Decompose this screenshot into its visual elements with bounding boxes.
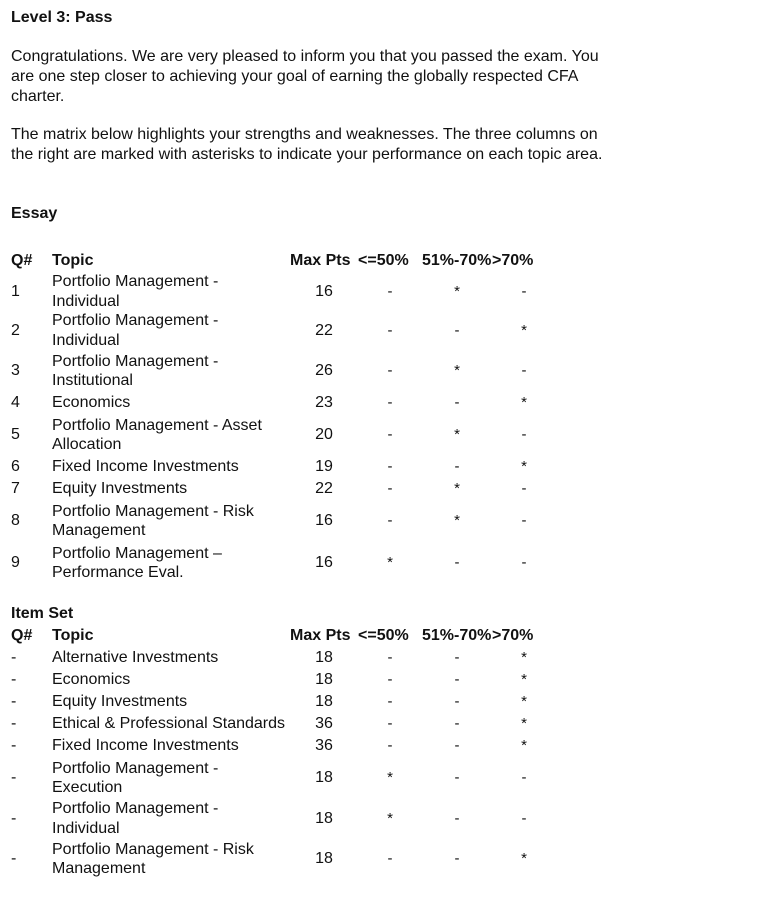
under-50-mark-cell: * <box>387 769 393 787</box>
column-header-under-50: <=50% <box>358 627 409 645</box>
topic-cell: Alternative Investments <box>52 649 219 667</box>
table-row <box>11 735 556 757</box>
range-51-70-mark-cell: - <box>454 394 460 412</box>
max-points-cell: 18 <box>315 671 333 689</box>
range-51-70-mark-cell: * <box>454 362 460 380</box>
topic-cell: Fixed Income Investments <box>52 458 239 476</box>
over-70-mark-cell: * <box>521 693 527 711</box>
under-50-mark-cell: - <box>387 737 393 755</box>
item-set-table <box>11 625 556 880</box>
essay-heading: Essay <box>11 205 58 222</box>
range-51-70-mark-cell: - <box>454 458 460 476</box>
question-number-cell: 3 <box>11 362 20 380</box>
topic-cell: Portfolio Management - Asset Allocation <box>52 416 262 453</box>
max-points-cell: 22 <box>315 321 333 339</box>
column-header-under-50: <=50% <box>358 252 409 270</box>
max-points-cell: 16 <box>315 554 333 572</box>
range-51-70-mark-cell: * <box>454 282 460 300</box>
under-50-mark-cell: - <box>387 850 393 868</box>
under-50-mark-cell: - <box>387 394 393 412</box>
range-51-70-mark-cell: - <box>454 649 460 667</box>
max-points-cell: 26 <box>315 362 333 380</box>
under-50-mark-cell: - <box>387 426 393 444</box>
under-50-mark-cell: - <box>387 362 393 380</box>
column-header-topic: Topic <box>52 627 94 645</box>
topic-cell: Portfolio Management - Institutional <box>52 352 219 389</box>
question-number-cell: 6 <box>11 458 20 476</box>
max-points-cell: 20 <box>315 426 333 444</box>
over-70-mark-cell: * <box>521 715 527 733</box>
max-points-cell: 23 <box>315 394 333 412</box>
table-row <box>11 647 556 669</box>
over-70-mark-cell: - <box>521 426 527 444</box>
under-50-mark-cell: - <box>387 512 393 530</box>
max-points-cell: 18 <box>315 649 333 667</box>
question-number-cell: - <box>11 671 17 689</box>
question-number-cell: - <box>11 693 17 711</box>
table-row <box>11 456 556 478</box>
question-number-cell: - <box>11 769 17 787</box>
max-points-cell: 18 <box>315 809 333 827</box>
range-51-70-mark-cell: * <box>454 512 460 530</box>
table-row <box>11 691 556 713</box>
under-50-mark-cell: - <box>387 671 393 689</box>
range-51-70-mark-cell: - <box>454 671 460 689</box>
table-row <box>11 799 556 838</box>
range-51-70-mark-cell: - <box>454 693 460 711</box>
table-row <box>11 478 556 500</box>
range-51-70-mark-cell: - <box>454 321 460 339</box>
under-50-mark-cell: * <box>387 809 393 827</box>
over-70-mark-cell: * <box>521 321 527 339</box>
range-51-70-mark-cell: - <box>454 850 460 868</box>
item-set-heading: Item Set <box>11 605 74 622</box>
column-header-topic: Topic <box>52 252 94 270</box>
over-70-mark-cell: * <box>521 458 527 476</box>
max-points-cell: 16 <box>315 282 333 300</box>
under-50-mark-cell: - <box>387 480 393 498</box>
table-row <box>11 713 556 735</box>
table-row <box>11 272 556 311</box>
range-51-70-mark-cell: * <box>454 426 460 444</box>
topic-cell: Economics <box>52 671 131 689</box>
over-70-mark-cell: * <box>521 649 527 667</box>
question-number-cell: 7 <box>11 480 20 498</box>
over-70-mark-cell: - <box>521 512 527 530</box>
column-header-51-70: 51%-70% <box>422 252 492 270</box>
max-points-cell: 36 <box>315 715 333 733</box>
question-number-cell: - <box>11 850 17 868</box>
over-70-mark-cell: - <box>521 809 527 827</box>
max-points-cell: 22 <box>315 480 333 498</box>
under-50-mark-cell: - <box>387 321 393 339</box>
range-51-70-mark-cell: - <box>454 737 460 755</box>
column-header-max-pts: Max Pts <box>290 627 351 645</box>
table-row <box>11 311 556 350</box>
topic-cell: Equity Investments <box>52 480 188 498</box>
topic-cell: Portfolio Management - Risk Management <box>52 502 254 539</box>
topic-cell: Portfolio Management – Performance Eval. <box>52 544 222 581</box>
question-number-cell: 2 <box>11 321 20 339</box>
topic-cell: Portfolio Management - Individual <box>52 800 219 837</box>
over-70-mark-cell: - <box>521 554 527 572</box>
over-70-mark-cell: - <box>521 282 527 300</box>
range-51-70-mark-cell: - <box>454 554 460 572</box>
column-header-max-pts: Max Pts <box>290 252 351 270</box>
question-number-cell: - <box>11 649 17 667</box>
question-number-cell: 8 <box>11 512 20 530</box>
under-50-mark-cell: - <box>387 282 393 300</box>
topic-cell: Fixed Income Investments <box>52 737 239 755</box>
over-70-mark-cell: * <box>521 737 527 755</box>
question-number-cell: 4 <box>11 394 20 412</box>
over-70-mark-cell: - <box>521 769 527 787</box>
question-number-cell: 5 <box>11 426 20 444</box>
range-51-70-mark-cell: - <box>454 769 460 787</box>
topic-cell: Portfolio Management - Individual <box>52 312 219 349</box>
over-70-mark-cell: * <box>521 394 527 412</box>
table-row <box>11 500 556 542</box>
range-51-70-mark-cell: - <box>454 809 460 827</box>
under-50-mark-cell: - <box>387 693 393 711</box>
under-50-mark-cell: - <box>387 649 393 667</box>
question-number-cell: 1 <box>11 282 20 300</box>
max-points-cell: 18 <box>315 693 333 711</box>
table-row <box>11 838 556 880</box>
table-row <box>11 414 556 456</box>
table-row <box>11 392 556 414</box>
congratulations-paragraph: Congratulations. We are very pleased to inform you that you passed the exam. You are one step closer to achieving your goal of earning the globally respected CFA charter. <box>11 48 599 105</box>
question-number-cell: - <box>11 715 17 733</box>
topic-cell: Ethical & Professional Standards <box>52 715 286 733</box>
question-number-cell: - <box>11 809 17 827</box>
topic-cell: Portfolio Management - Execution <box>52 759 219 796</box>
over-70-mark-cell: * <box>521 671 527 689</box>
column-header-over-70: >70% <box>492 627 534 645</box>
over-70-mark-cell: - <box>521 480 527 498</box>
max-points-cell: 16 <box>315 512 333 530</box>
topic-cell: Portfolio Management - Individual <box>52 273 219 310</box>
under-50-mark-cell: * <box>387 554 393 572</box>
column-header-q: Q# <box>11 627 33 645</box>
column-header-over-70: >70% <box>492 252 534 270</box>
range-51-70-mark-cell: * <box>454 480 460 498</box>
under-50-mark-cell: - <box>387 715 393 733</box>
column-header-q: Q# <box>11 252 33 270</box>
topic-cell: Portfolio Management - Risk Management <box>52 840 254 877</box>
column-header-51-70: 51%-70% <box>422 627 492 645</box>
max-points-cell: 19 <box>315 458 333 476</box>
max-points-cell: 18 <box>315 850 333 868</box>
over-70-mark-cell: - <box>521 362 527 380</box>
under-50-mark-cell: - <box>387 458 393 476</box>
table-row <box>11 757 556 799</box>
question-number-cell: 9 <box>11 554 20 572</box>
result-title: Level 3: Pass <box>11 9 113 26</box>
item-set-header-row <box>11 625 556 647</box>
topic-cell: Equity Investments <box>52 693 188 711</box>
topic-cell: Economics <box>52 394 131 412</box>
over-70-mark-cell: * <box>521 850 527 868</box>
table-row <box>11 350 556 392</box>
matrix-explanation-paragraph: The matrix below highlights your strengths and weaknesses. The three columns on the right are marked with asterisks to indicate your performance on each topic area. <box>11 126 603 163</box>
max-points-cell: 36 <box>315 737 333 755</box>
essay-table <box>11 250 556 584</box>
table-row <box>11 669 556 691</box>
max-points-cell: 18 <box>315 769 333 787</box>
range-51-70-mark-cell: - <box>454 715 460 733</box>
essay-header-row <box>11 250 556 272</box>
table-row <box>11 542 556 584</box>
question-number-cell: - <box>11 737 17 755</box>
